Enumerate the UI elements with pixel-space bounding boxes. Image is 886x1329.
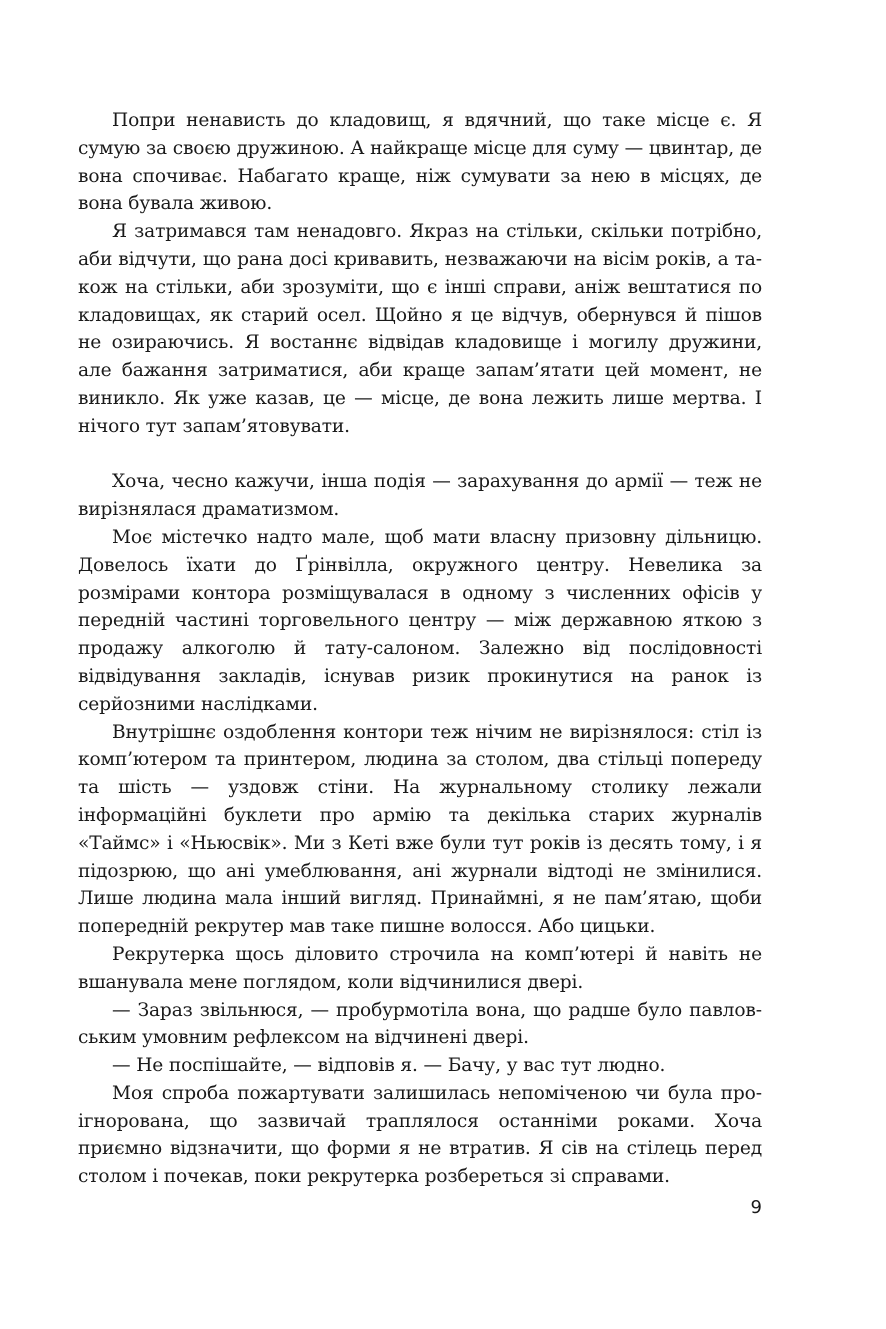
paragraph: Моя спроба пожартувати залишилась непоміченою чи була проігнорована, що зазвичай траплялося останніми роками. Хоча приємно відзначити, що форми я не втратив. Я сів на стілець перед столом і почекав, поки рекрутерка розбереться зі справами. [78, 1082, 762, 1188]
dialogue-line: — Не поспішайте, — відповів я. — Бачу, у вас тут людно. [112, 1055, 666, 1077]
page-number: 9 [750, 1197, 762, 1218]
paragraph: Рекрутерка щось діловито строчила на комп’ютері й навіть не вшанувала мене поглядом, коли відчинилися двері. [78, 943, 762, 993]
paragraph: Попри ненависть до кладовищ, я вдячний, що таке місце є. Я сумую за своєю дружиною. А найкраще місце для суму — цвинтар, де вона спочиває. Набагато краще, ніж сумувати за нею в місцях, де вона бувала живою. [78, 110, 762, 215]
book-page-body [78, 107, 762, 1191]
paragraph: Хоча, чесно кажучи, інша подія — зарахування до армії — теж не вирізнялася драматизмом. [78, 471, 762, 521]
paragraph: Внутрішнє оздоблення контори теж нічим не вирізнялося: стіл із комп’ютером та принтером, людина за столом, два стільці попереду та шість — уздовж стіни. На журнальному столику лежали інформаційні буклети про армію та декілька старих журналів «Таймс» і «Ньюсвік». Ми з Кеті вже були тут років із десять тому, і я підозрюю, що ані умеблювання, ані журнали відтоді не змінилися. Лише людина мала інший вигляд. Принаймні, я не пам’ятаю, щоби попередній рекрутер мав таке пишне волосся. Або цицьки. [78, 721, 762, 938]
section-break [78, 441, 762, 469]
dialogue-line: — Зараз звільнюся, — пробурмотіла вона, що радше було павловським умовним рефлексом на відчинені двері. [78, 999, 762, 1049]
paragraph: Я затримався там ненадовго. Якраз на стільки, скільки потрібно, аби відчути, що рана досі кривавить, незважаючи на вісім років, а також на стільки, аби зрозуміти, що є інші справи, аніж вештатися по кладовищах, як старий осел. Щойно я це відчув, обернувся й пішов не озираючись. Я востаннє відвідав кладовище і могилу дружини, але бажання затриматися, аби краще запам’ятати цей момент, не виникло. Як уже казав, це — місце, де вона лежить лише мертва. І нічого тут запам’ятовувати. [78, 221, 762, 437]
paragraph: Моє містечко надто мале, щоб мати власну призовну дільницю. Довелось їхати до Ґрінвілла, окружного центру. Невелика за розмірами контора розміщувалася в одному з численних офісів у передній частині торговельного центру — між державною яткою з продажу алкоголю й тату-салоном. Залежно від послідовності відвідування закладів, існував ризик прокинутися на ранок із серйозними наслідками. [78, 526, 762, 715]
